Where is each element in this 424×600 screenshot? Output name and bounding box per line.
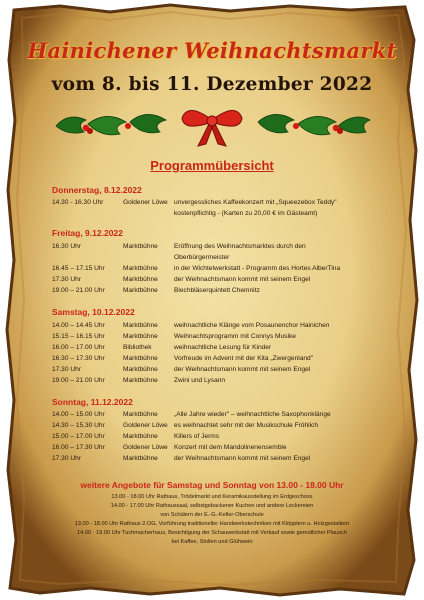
day-heading: Donnerstag, 8.12.2022 — [52, 185, 142, 195]
event-text: der Weihnachtsmann kommt mit seinem Engel — [174, 366, 311, 373]
event-row — [52, 333, 392, 344]
event-time: 14.30 – 15.30 Uhr — [52, 422, 105, 429]
event-text: es weihnachtet sehr mit der Musikschule Fröhlich — [174, 422, 319, 429]
event-row — [52, 444, 392, 455]
event-time: 19.00 – 21.00 Uhr — [52, 377, 105, 384]
holly-and-bow-decoration — [48, 98, 376, 148]
weekend-offer-line: bei Kaffee, Stollen und Glühwein — [171, 539, 253, 545]
event-location: Goldener Löwe — [123, 422, 168, 429]
event-text: Killers of Jerms — [174, 433, 220, 440]
holly-left-icon — [56, 114, 166, 134]
event-row — [52, 422, 392, 433]
event-location: Marktbühne — [123, 433, 158, 440]
event-text: weihnachtliche Klänge vom Posaunenchor Hainichen — [174, 322, 330, 329]
event-row — [52, 366, 392, 377]
weekend-offer-line: 14.00 - 19.00 Uhr Tuchmacherhaus, Besichtigung der Schauwerkstatt mit Verkauf sowie gemütlicher Plausch — [77, 530, 347, 536]
event-text: Vorfreude im Advent mit der Kita „Zwergenland" — [174, 355, 314, 362]
market-title: Hainichener Weihnachtsmarkt — [27, 38, 397, 63]
event-text: in der Wichtelwerkstatt - Programm des Hortes AlberTina — [174, 265, 341, 272]
event-text: weihnachtliche Lesung für Kinder — [174, 344, 272, 351]
weekend-offer-line: 14.00 - 17.00 Uhr Rathaussaal, selbstgebackener Kuchen und andere Leckereien — [110, 503, 314, 509]
market-dates: vom 8. bis 11. Dezember 2022 — [51, 74, 373, 95]
event-row — [52, 276, 392, 287]
event-location: Goldener Löwe — [123, 444, 168, 451]
event-location: Marktbühne — [123, 276, 158, 283]
event-location: Marktbühne — [123, 366, 158, 373]
event-text: Blechbläserquintett Chemnitz — [174, 287, 260, 294]
event-time: 17.30 Uhr — [52, 455, 81, 462]
event-location: Marktbühne — [123, 377, 158, 384]
event-time: 14.30 - 16.30 Uhr — [52, 199, 104, 206]
event-row — [52, 243, 392, 254]
event-location: Marktbühne — [123, 355, 158, 362]
event-time: 17.30 Uhr — [52, 366, 81, 373]
event-row — [52, 455, 392, 466]
event-time: 14.00 – 14.45 Uhr — [52, 322, 105, 329]
event-location: Marktbühne — [123, 243, 158, 250]
holly-right-icon — [258, 114, 370, 134]
weekend-offer-line: von Schülern der E.-G.-Keller-Oberschule — [160, 512, 264, 518]
event-row — [52, 377, 392, 388]
event-text: Konzert mit dem Mandolinenensemble — [174, 444, 287, 451]
event-location: Marktbühne — [123, 333, 158, 340]
event-time: 16.45 – 17.15 Uhr — [52, 265, 105, 272]
event-text-continued: kostenpflichtig - (Karten zu 20,00 € im Gästeamt) — [174, 210, 318, 217]
event-row — [52, 355, 392, 366]
event-location: Marktbühne — [123, 455, 158, 462]
red-bow-icon — [182, 110, 242, 146]
event-time: 16.30 – 17.30 Uhr — [52, 355, 105, 362]
event-time: 14.00 – 15.00 Uhr — [52, 411, 105, 418]
event-time: 15.00 – 17.00 Uhr — [52, 433, 105, 440]
event-time: 15.15 – 16.15 Uhr — [52, 333, 105, 340]
day-heading: Samstag, 10.12.2022 — [52, 307, 135, 317]
event-row — [52, 199, 392, 210]
event-text: Eröffnung des Weihnachtsmarktes durch den — [174, 243, 306, 250]
event-text: unvergessliches Kaffeekonzert mit „Squeezebox Teddy" — [174, 199, 337, 206]
event-text: Weihnachtsprogramm mit Connys Musike — [174, 333, 296, 340]
event-location: Marktbühne — [123, 322, 158, 329]
event-text: „Alle Jahre wieder" – weihnachtliche Saxophonklänge — [174, 411, 331, 418]
event-row — [52, 411, 392, 422]
event-text: der Weihnachtsmann kommt mit seinem Engel — [174, 455, 311, 462]
event-row — [52, 344, 392, 355]
weekend-offers-heading: weitere Angebote für Samstag und Sonntag von 13.00 - 18.00 Uhr — [80, 480, 344, 490]
event-time: 17.30 Uhr — [52, 276, 81, 283]
event-time: 19.00 – 21.00 Uhr — [52, 287, 105, 294]
event-location: Marktbühne — [123, 411, 158, 418]
event-row — [52, 322, 392, 333]
event-text-continued: Oberbürgermeister — [174, 254, 230, 261]
event-text: Zwini und Lysann — [174, 377, 226, 384]
event-row — [52, 433, 392, 444]
event-text: der Weihnachtsmann kommt mit seinem Engel — [174, 276, 311, 283]
event-time: 16.30 Uhr — [52, 243, 81, 250]
program-title: Programmübersicht — [150, 158, 274, 173]
event-time: 16.00 – 17.30 Uhr — [52, 444, 105, 451]
event-time: 16.00 – 17.00 Uhr — [52, 344, 105, 351]
event-location: Marktbühne — [123, 265, 158, 272]
event-location: Bibliothek — [123, 344, 152, 351]
event-location: Goldener Löwe — [123, 199, 168, 206]
event-row — [52, 265, 392, 276]
weekend-offer-line: 13.00 - 18.00 Uhr Rathaus 2.OG, Vorführung traditioneller Handwerkstechniken mit Klöpplern u. Holzgestaltern — [74, 521, 350, 527]
event-location: Marktbühne — [123, 287, 158, 294]
event-row — [52, 287, 392, 298]
weekend-offer-line: 13.00 - 18.00 Uhr Rathaus, Trödelmarkt und Keramikausstellung im Erdgeschoss — [111, 494, 313, 500]
day-heading: Sonntag, 11.12.2022 — [52, 397, 133, 407]
day-heading: Freitag, 9.12.2022 — [52, 228, 123, 238]
